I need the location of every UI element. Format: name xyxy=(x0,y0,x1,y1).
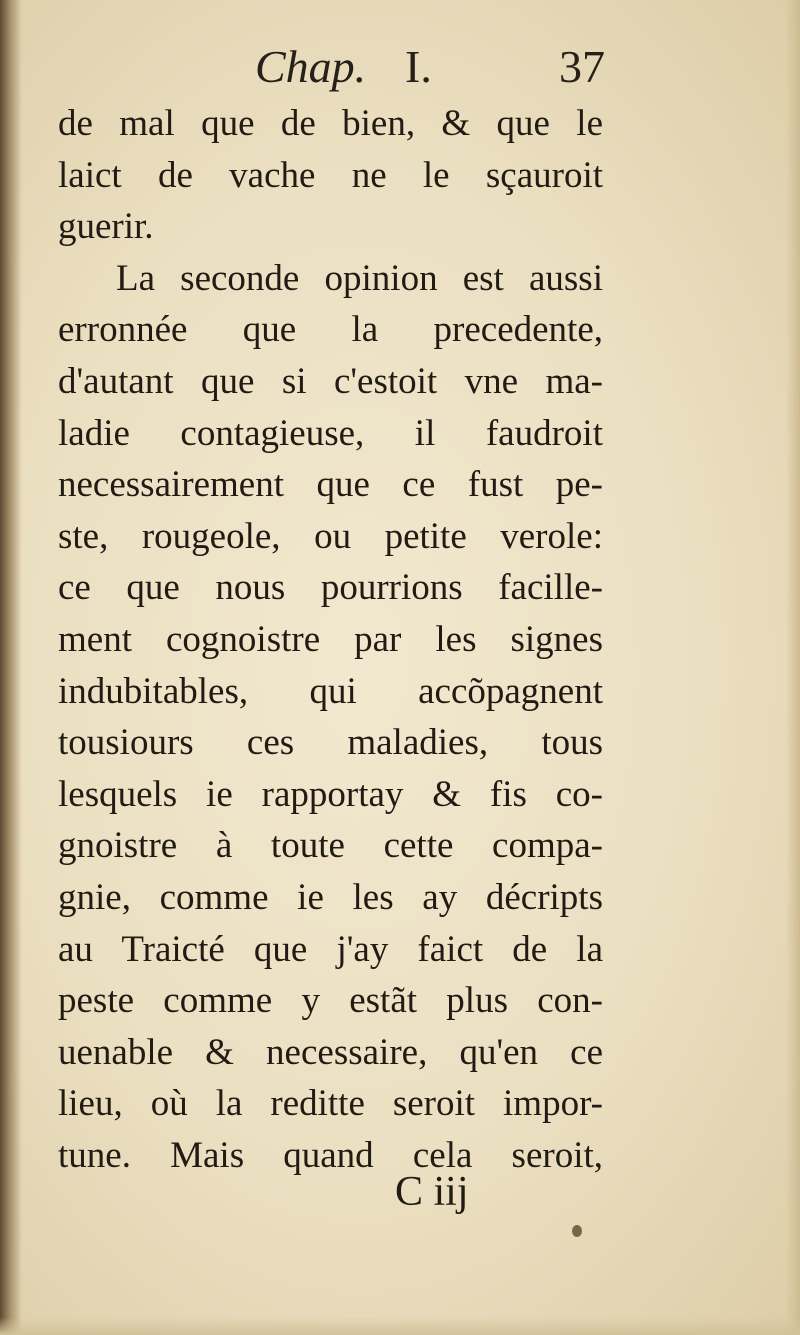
text-line: ladie contagieuse, il faudroit xyxy=(58,412,603,454)
text-line: laict de vache ne le sçauroit xyxy=(58,154,603,196)
text-line: lesquels ie rapportay & fis co- xyxy=(58,773,603,815)
page-number: 37 xyxy=(559,41,605,92)
text-line: indubitables, qui accõpagnent xyxy=(58,670,603,712)
text-line: ce que nous pourrions facille- xyxy=(58,567,603,609)
chapter-label: Chap. xyxy=(255,41,367,92)
text-line: gnoistre à toute cette compa- xyxy=(58,825,603,867)
chapter-number: I. xyxy=(405,41,432,92)
text-line: de mal que de bien, & que le xyxy=(58,103,603,144)
text-line: guerir. xyxy=(58,206,154,248)
body-text xyxy=(58,98,603,1181)
text-line: uenable & necessaire, qu'en ce xyxy=(58,1031,603,1073)
text-line: gnie, comme ie les ay décripts xyxy=(58,876,603,918)
text-line: ment cognoistre par les signes xyxy=(58,618,603,660)
text-line: au Traicté que j'ay faict de la xyxy=(58,928,603,970)
signature-mark: C iij xyxy=(395,1169,469,1215)
page-edge-right xyxy=(786,0,800,1335)
text-line: ste, rougeole, ou petite verole: xyxy=(58,515,603,557)
running-head xyxy=(60,40,605,96)
ink-spot xyxy=(572,1225,582,1237)
paragraph-start-line: La seconde opinion est aussi xyxy=(116,257,603,299)
text-line: peste comme y estãt plus con- xyxy=(58,980,603,1022)
text-line: tousiours ces maladies, tous xyxy=(58,722,603,764)
text-line: d'autant que si c'estoit vne ma- xyxy=(58,360,603,402)
text-line: necessairement que ce fust pe- xyxy=(58,464,603,506)
page-edge-bottom xyxy=(0,1317,800,1335)
text-line: lieu, où la reditte seroit impor- xyxy=(58,1083,603,1125)
text-line: erronnée que la precedente, xyxy=(58,309,603,351)
binding-shadow xyxy=(0,0,22,1335)
text-line: tune. Mais quand cela seroit, xyxy=(58,1134,603,1176)
